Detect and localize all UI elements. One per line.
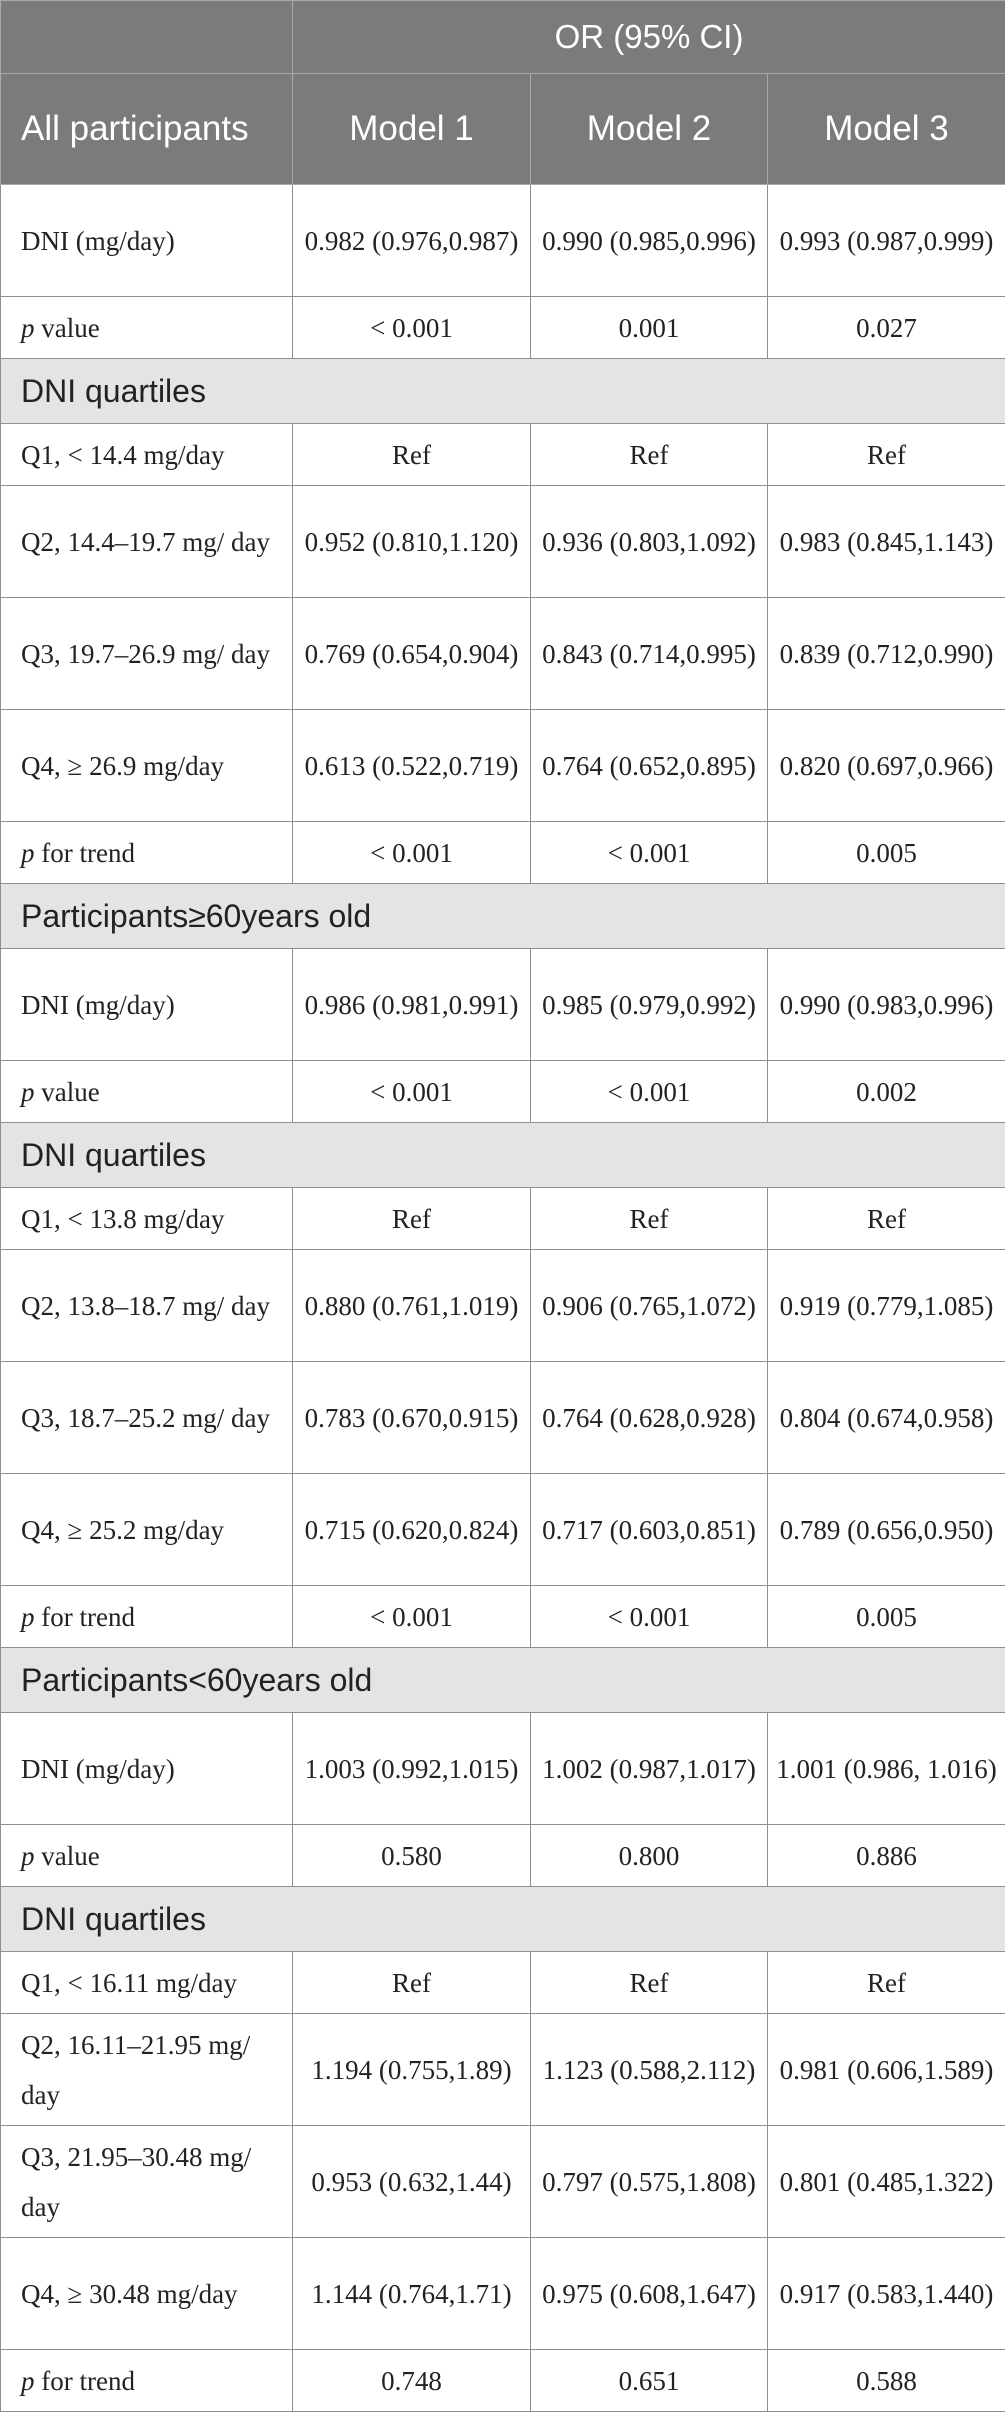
model-2-value: 1.123 (0.588,2.112) — [531, 2014, 768, 2126]
section-header-row — [1, 1887, 1005, 1952]
model-2-value: 0.717 (0.603,0.851) — [531, 1474, 768, 1586]
table-row — [1, 2126, 1005, 2238]
table-row — [1, 710, 1005, 822]
table-row — [1, 1250, 1005, 1362]
table-row — [1, 424, 1005, 486]
model-2-value: 0.797 (0.575,1.808) — [531, 2126, 768, 2238]
section-under60-quartiles — [1, 1887, 1005, 2412]
model-1-value: 0.880 (0.761,1.019) — [293, 1250, 531, 1362]
model-1-value: 1.144 (0.764,1.71) — [293, 2238, 531, 2350]
row-label-text: for trend — [34, 2365, 135, 2396]
model-2-value: 0.985 (0.979,0.992) — [531, 949, 768, 1061]
model-3-value: 0.002 — [768, 1061, 1005, 1123]
model-3-value: 0.789 (0.656,0.950) — [768, 1474, 1005, 1586]
section-under60-dni — [1, 1648, 1005, 1887]
table-row — [1, 185, 1005, 297]
section-header-row — [1, 884, 1005, 949]
row-label — [1, 1061, 293, 1123]
model-3-value: 0.917 (0.583,1.440) — [768, 2238, 1005, 2350]
table-row — [1, 1362, 1005, 1474]
row-label: Q3, 19.7–26.9 mg/ day — [1, 598, 293, 710]
model-3-value: 0.990 (0.983,0.996) — [768, 949, 1005, 1061]
section-header-row — [1, 1123, 1005, 1188]
section-title: DNI quartiles — [1, 1887, 1005, 1952]
model-1-value: < 0.001 — [293, 297, 531, 359]
model-3-value: Ref — [768, 1952, 1005, 2014]
section-title: DNI quartiles — [1, 1123, 1005, 1188]
table-row — [1, 822, 1005, 884]
model-2-value: 0.651 — [531, 2350, 768, 2412]
row-label: Q1, < 16.11 mg/day — [1, 1952, 293, 2014]
section-title: Participants<60years old — [1, 1648, 1005, 1713]
model-3-header: Model 3 — [768, 74, 1005, 185]
model-3-value: 0.804 (0.674,0.958) — [768, 1362, 1005, 1474]
section-60plus-quartiles — [1, 1123, 1005, 1648]
model-2-value: < 0.001 — [531, 822, 768, 884]
model-3-value: 0.886 — [768, 1825, 1005, 1887]
table-row — [1, 1713, 1005, 1825]
model-1-value: 0.982 (0.976,0.987) — [293, 185, 531, 297]
model-2-value: 0.800 — [531, 1825, 768, 1887]
model-3-value: 0.981 (0.606,1.589) — [768, 2014, 1005, 2126]
table-row — [1, 949, 1005, 1061]
table-row — [1, 1586, 1005, 1648]
model-2-value: Ref — [531, 1188, 768, 1250]
row-label: Q3, 18.7–25.2 mg/ day — [1, 1362, 293, 1474]
row-label-text: value — [34, 312, 100, 343]
model-2-value: 0.764 (0.652,0.895) — [531, 710, 768, 822]
row-label: DNI (mg/day) — [1, 1713, 293, 1825]
model-1-value: < 0.001 — [293, 1061, 531, 1123]
table-row — [1, 2238, 1005, 2350]
model-1-value: 0.783 (0.670,0.915) — [293, 1362, 531, 1474]
row-label — [1, 1586, 293, 1648]
table-row — [1, 1061, 1005, 1123]
p-symbol: p — [21, 1840, 35, 1871]
row-label: Q2, 14.4–19.7 mg/ day — [1, 486, 293, 598]
table-row — [1, 1952, 1005, 2014]
model-3-value: 0.820 (0.697,0.966) — [768, 710, 1005, 822]
table-row — [1, 1474, 1005, 1586]
row-label — [1, 822, 293, 884]
model-1-value: 0.580 — [293, 1825, 531, 1887]
model-3-value: Ref — [768, 424, 1005, 486]
row-label: Q1, < 13.8 mg/day — [1, 1188, 293, 1250]
section-all-quartiles — [1, 359, 1005, 884]
model-1-value: 0.952 (0.810,1.120) — [293, 486, 531, 598]
model-1-value: < 0.001 — [293, 822, 531, 884]
table-row — [1, 297, 1005, 359]
table-row — [1, 598, 1005, 710]
model-3-value: 0.801 (0.485,1.322) — [768, 2126, 1005, 2238]
model-2-value: 0.975 (0.608,1.647) — [531, 2238, 768, 2350]
model-3-value: 0.027 — [768, 297, 1005, 359]
row-label: Q4, ≥ 30.48 mg/day — [1, 2238, 293, 2350]
row-label: Q2, 16.11–21.95 mg/ day — [1, 2014, 293, 2126]
model-2-value: Ref — [531, 1952, 768, 2014]
model-3-value: 0.005 — [768, 822, 1005, 884]
section-header-row — [1, 359, 1005, 424]
model-1-value: 0.715 (0.620,0.824) — [293, 1474, 531, 1586]
row-label: Q4, ≥ 26.9 mg/day — [1, 710, 293, 822]
model-2-header: Model 2 — [531, 74, 768, 185]
model-2-value: 0.990 (0.985,0.996) — [531, 185, 768, 297]
table-row — [1, 486, 1005, 598]
or-ci-header: OR (95% CI) — [293, 1, 1005, 74]
row-label: DNI (mg/day) — [1, 185, 293, 297]
all-participants-header: All participants — [1, 74, 293, 185]
row-label-text: value — [34, 1840, 100, 1871]
header-row-group — [1, 1, 1005, 74]
model-3-value: 0.993 (0.987,0.999) — [768, 185, 1005, 297]
row-label: Q2, 13.8–18.7 mg/ day — [1, 1250, 293, 1362]
model-2-value: 0.843 (0.714,0.995) — [531, 598, 768, 710]
row-label: Q1, < 14.4 mg/day — [1, 424, 293, 486]
row-label-text: value — [34, 1076, 100, 1107]
model-3-value: 0.983 (0.845,1.143) — [768, 486, 1005, 598]
model-1-value: Ref — [293, 1952, 531, 2014]
model-1-value: 0.769 (0.654,0.904) — [293, 598, 531, 710]
model-3-value: 0.919 (0.779,1.085) — [768, 1250, 1005, 1362]
model-3-value: 1.001 (0.986, 1.016) — [768, 1713, 1005, 1825]
p-symbol: p — [21, 312, 35, 343]
section-all-dni — [1, 185, 1005, 359]
model-3-value: Ref — [768, 1188, 1005, 1250]
row-label — [1, 297, 293, 359]
section-title: DNI quartiles — [1, 359, 1005, 424]
model-1-value: 0.613 (0.522,0.719) — [293, 710, 531, 822]
row-label — [1, 1825, 293, 1887]
model-2-value: Ref — [531, 424, 768, 486]
header-blank-cell — [1, 1, 293, 74]
section-title: Participants≥60years old — [1, 884, 1005, 949]
model-1-value: Ref — [293, 1188, 531, 1250]
model-1-header: Model 1 — [293, 74, 531, 185]
model-2-value: 0.001 — [531, 297, 768, 359]
section-header-row — [1, 1648, 1005, 1713]
model-1-value: Ref — [293, 424, 531, 486]
row-label: Q4, ≥ 25.2 mg/day — [1, 1474, 293, 1586]
row-label: DNI (mg/day) — [1, 949, 293, 1061]
model-1-value: 0.748 — [293, 2350, 531, 2412]
model-3-value: 0.588 — [768, 2350, 1005, 2412]
table-row — [1, 1188, 1005, 1250]
p-symbol: p — [21, 837, 35, 868]
table-row — [1, 2350, 1005, 2412]
table-row — [1, 1825, 1005, 1887]
row-label-text: for trend — [34, 1601, 135, 1632]
row-label: Q3, 21.95–30.48 mg/ day — [1, 2126, 293, 2238]
model-3-value: 0.005 — [768, 1586, 1005, 1648]
p-symbol: p — [21, 1601, 35, 1632]
row-label — [1, 2350, 293, 2412]
table-row — [1, 2014, 1005, 2126]
model-1-value: < 0.001 — [293, 1586, 531, 1648]
model-1-value: 0.986 (0.981,0.991) — [293, 949, 531, 1061]
row-label-text: for trend — [34, 837, 135, 868]
model-2-value: 0.764 (0.628,0.928) — [531, 1362, 768, 1474]
header-row-models — [1, 74, 1005, 185]
model-2-value: 0.906 (0.765,1.072) — [531, 1250, 768, 1362]
model-2-value: < 0.001 — [531, 1586, 768, 1648]
model-3-value: 0.839 (0.712,0.990) — [768, 598, 1005, 710]
model-2-value: 1.002 (0.987,1.017) — [531, 1713, 768, 1825]
model-2-value: 0.936 (0.803,1.092) — [531, 486, 768, 598]
model-1-value: 1.194 (0.755,1.89) — [293, 2014, 531, 2126]
model-1-value: 0.953 (0.632,1.44) — [293, 2126, 531, 2238]
p-symbol: p — [21, 2365, 35, 2396]
model-1-value: 1.003 (0.992,1.015) — [293, 1713, 531, 1825]
p-symbol: p — [21, 1076, 35, 1107]
section-60plus-dni — [1, 884, 1005, 1123]
model-2-value: < 0.001 — [531, 1061, 768, 1123]
